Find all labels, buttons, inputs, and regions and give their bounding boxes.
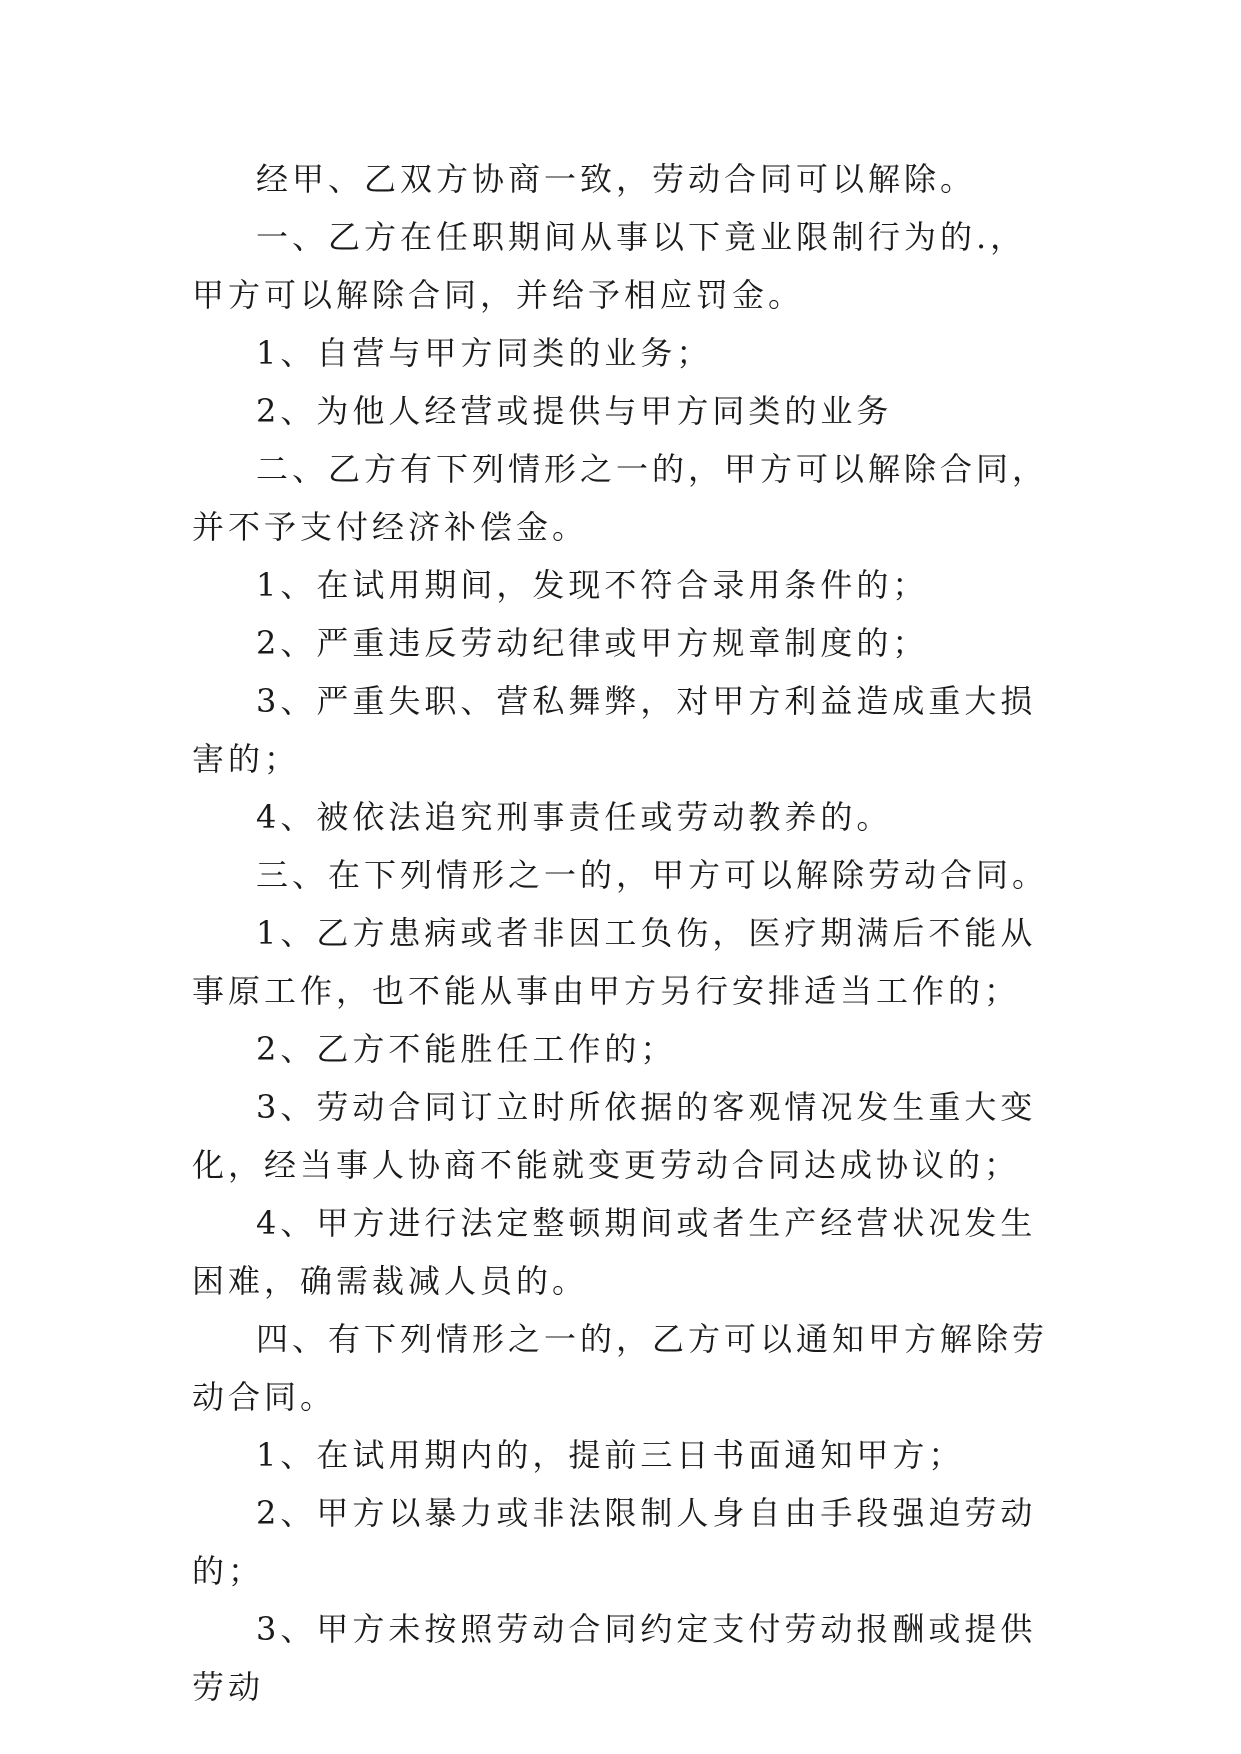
paragraph-clause-1-item-2: 2、为他人经营或提供与甲方同类的业务 xyxy=(256,392,893,430)
paragraph-clause-1: 一、乙方在任职期间从事以下竟业限制行为的.，甲方可以解除合同，并给予相应罚金。 xyxy=(192,218,1027,314)
paragraph-clause-3: 三、在下列情形之一的，甲方可以解除劳动合同。 xyxy=(256,856,1049,894)
paragraph-clause-2-item-2: 2、严重违反劳动纪律或甲方规章制度的； xyxy=(256,624,929,662)
paragraph-clause-2-item-4: 4、被依法追究刑事责任或劳动教养的。 xyxy=(256,798,893,836)
paragraph-clause-4: 四、有下列情形之一的，乙方可以通知甲方解除劳动合同。 xyxy=(192,1320,1049,1416)
paragraph-clause-4-item-1: 1、在试用期内的，提前三日书面通知甲方； xyxy=(256,1436,965,1474)
document-body xyxy=(192,150,1054,1716)
paragraph-clause-4-item-2: 2、甲方以暴力或非法限制人身自由手段强迫劳动的； xyxy=(192,1494,1037,1590)
paragraph-clause-2-item-3: 3、严重失职、营私舞弊，对甲方利益造成重大损害的； xyxy=(192,682,1037,778)
paragraph-clause-1-item-1: 1、自营与甲方同类的业务； xyxy=(256,334,713,372)
paragraph-clause-3-item-1: 1、乙方患病或者非因工负伤，医疗期满后不能从事原工作，也不能从事由甲方另行安排适当工作的； xyxy=(192,914,1037,1010)
paragraph-clause-2: 二、乙方有下列情形之一的，甲方可以解除合同，并不予支付经济补偿金。 xyxy=(192,450,1049,546)
paragraph-clause-2-item-1: 1、在试用期间，发现不符合录用条件的； xyxy=(256,566,929,604)
paragraph-clause-4-item-3: 3、甲方未按照劳动合同约定支付劳动报酬或提供劳动 xyxy=(192,1610,1037,1706)
paragraph-intro: 经甲、乙双方协商一致，劳动合同可以解除。 xyxy=(256,160,977,198)
paragraph-clause-3-item-4: 4、甲方进行法定整顿期间或者生产经营状况发生困难，确需裁减人员的。 xyxy=(192,1204,1037,1300)
paragraph-clause-3-item-2: 2、乙方不能胜任工作的； xyxy=(256,1030,677,1068)
paragraph-clause-3-item-3: 3、劳动合同订立时所依据的客观情况发生重大变化，经当事人协商不能就变更劳动合同达成协议的； xyxy=(192,1088,1037,1184)
